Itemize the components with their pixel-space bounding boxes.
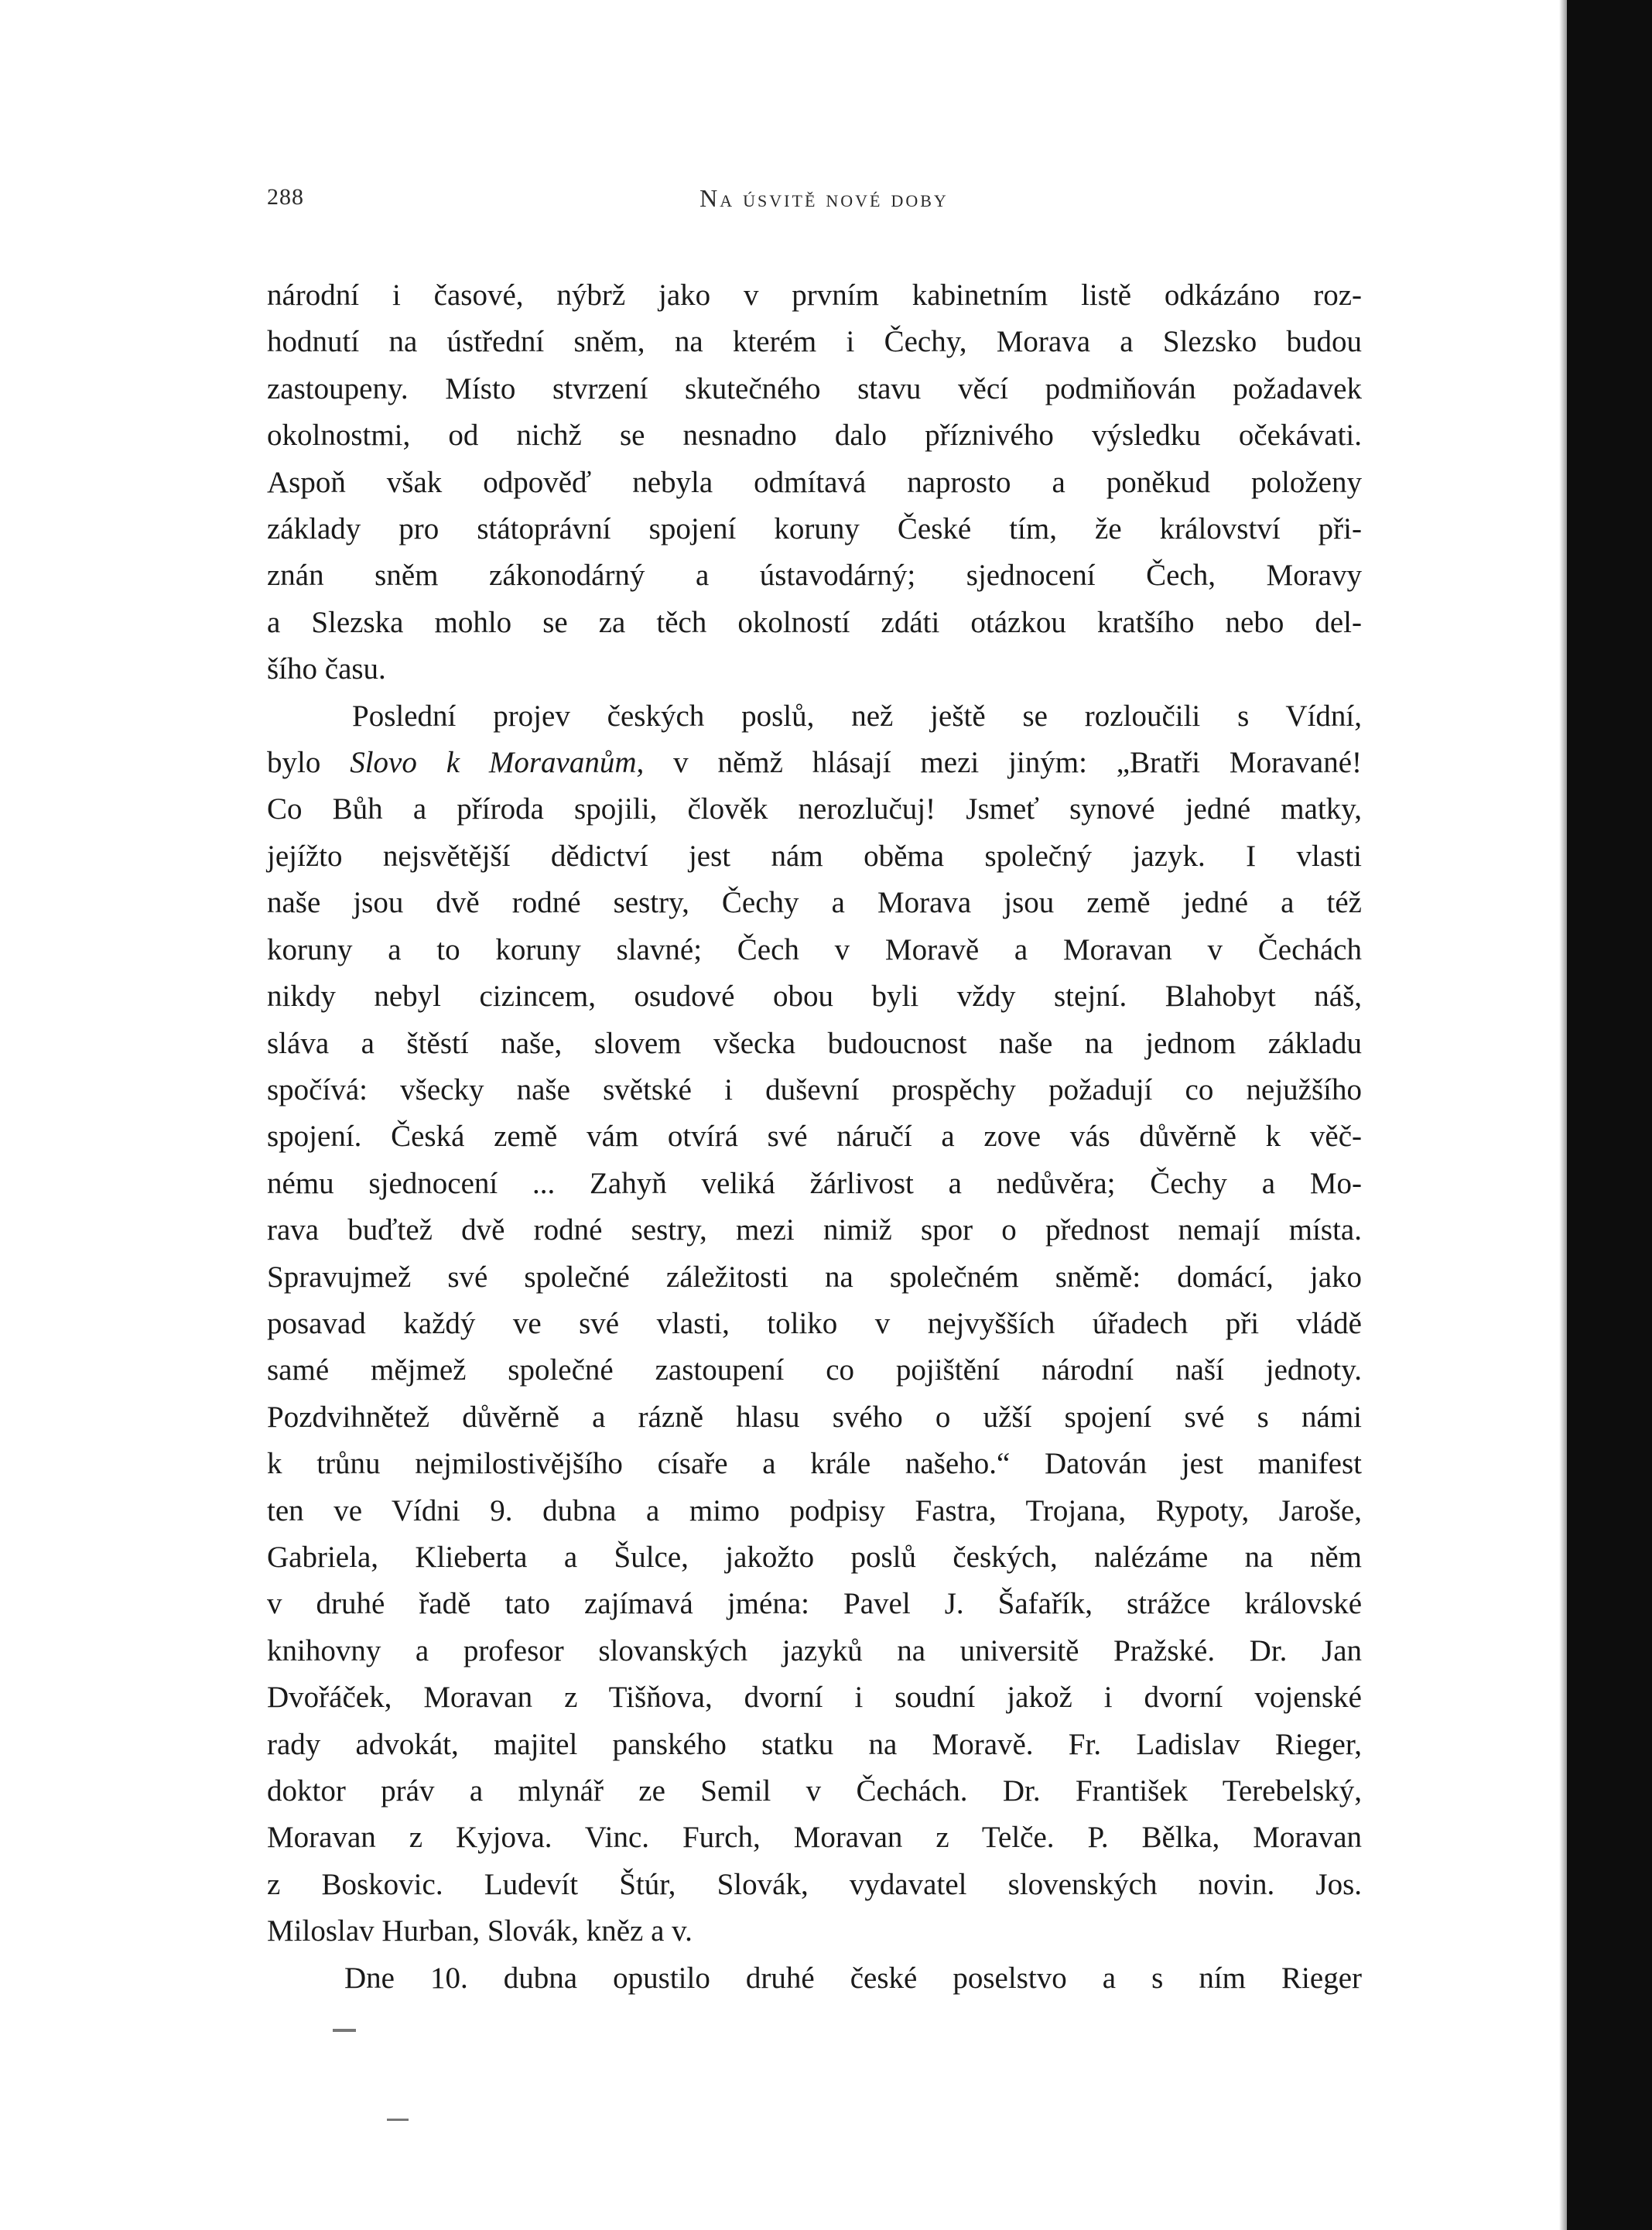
text-line: základy pro státoprávní spojení koruny České tím, že království při- bbox=[267, 512, 1362, 546]
text-line: ten ve Vídni 9. dubna a mimo podpisy Fastra, Trojana, Rypoty, Jaroše, bbox=[267, 1493, 1362, 1527]
text-line: z Boskovic. Ludevít Štúr, Slovák, vydavatel slovenských novin. Jos. bbox=[267, 1867, 1362, 1901]
text-line: v druhé řadě tato zajímavá jména: Pavel J. Šafařík, strážce královské bbox=[267, 1587, 1362, 1621]
text-line: Pozdvihnětež důvěrně a rázně hlasu svého o užší spojení své s námi bbox=[267, 1400, 1362, 1434]
text-line: Gabriela, Klieberta a Šulce, jakožto poslů českých, nalézáme na něm bbox=[267, 1540, 1362, 1574]
text-line: národní i časové, nýbrž jako v prvním kabinetním listě odkázáno roz- bbox=[267, 279, 1362, 312]
text-line: Moravan z Kyjova. Vinc. Furch, Moravan z Telče. P. Bělka, Moravan bbox=[267, 1821, 1362, 1855]
text-line: Co Bůh a příroda spojili, člověk nerozlučuj! Jsmeť synové jedné matky, bbox=[267, 792, 1362, 826]
text-line: Spravujmež své společné záležitosti na společném sněmě: domácí, jako bbox=[267, 1260, 1362, 1294]
text-line: šího času. bbox=[267, 652, 386, 686]
text-line: naše jsou dvě rodné sestry, Čechy a Morava jsou země jedné a též bbox=[267, 886, 1362, 920]
text-line-with-title bbox=[267, 740, 1362, 786]
paragraph-1 bbox=[267, 272, 1362, 693]
text-segment: v němž hlásají mezi jiným: „Bratři Moravané! bbox=[644, 746, 1362, 780]
paragraph-3 bbox=[267, 1955, 1362, 2002]
scan-speck bbox=[387, 2119, 409, 2121]
text-line: k trůnu nejmilostivějšího císaře a krále našeho.“ Datován jest manifest bbox=[267, 1447, 1362, 1481]
text-line: zastoupeny. Místo stvrzení skutečného stavu věcí podmiňován požadavek bbox=[267, 371, 1362, 405]
text-line: sláva a štěstí naše, slovem všecka budoucnost naše na jednom základu bbox=[267, 1026, 1362, 1060]
page-number: 288 bbox=[267, 184, 304, 210]
text-line: Dvořáček, Moravan z Tišňova, dvorní i soudní jakož i dvorní vojenské bbox=[267, 1681, 1362, 1715]
text-line: spočívá: všecky naše světské i duševní prospěchy požadují co nejužšího bbox=[267, 1072, 1362, 1106]
text-line: rava buďtež dvě rodné sestry, mezi nimiž spor o přednost nemají místa. bbox=[267, 1213, 1362, 1247]
running-title: Na úsvitě nové doby bbox=[699, 184, 949, 212]
paragraph-2 bbox=[267, 693, 1362, 1955]
text-line: doktor práv a mlynář ze Semil v Čechách. Dr. František Terebelský, bbox=[267, 1774, 1362, 1808]
text-line: samé mějmež společné zastoupení co pojištění národní naší jednoty. bbox=[267, 1353, 1362, 1387]
text-line: nému sjednocení ... Zahyň veliká žárlivost a nedůvěra; Čechy a Mo- bbox=[267, 1166, 1362, 1200]
text-line: posavad každý ve své vlasti, toliko v nejvyšších úřadech při vládě bbox=[267, 1306, 1362, 1340]
text-line: Miloslav Hurban, Slovák, kněz a v. bbox=[267, 1914, 693, 1948]
text-segment: bylo bbox=[267, 746, 351, 780]
text-line: knihovny a profesor slovanských jazyků na universitě Pražské. Dr. Jan bbox=[267, 1633, 1362, 1667]
scan-speck bbox=[333, 2029, 356, 2032]
text-line: znán sněm zákonodárný a ústavodárný; sjednocení Čech, Moravy bbox=[267, 559, 1362, 593]
text-line: okolnostmi, od nichž se nesnadno dalo příznivého výsledku očekávati. bbox=[267, 419, 1362, 453]
text-line: a Slezska mohlo se za těch okolností zdáti otázkou kratšího nebo del- bbox=[267, 605, 1362, 639]
text-line: rady advokát, majitel panského statku na Moravě. Fr. Ladislav Rieger, bbox=[267, 1727, 1362, 1761]
text-line: jejížto nejsvětější dědictví jest nám oběma společný jazyk. I vlasti bbox=[267, 839, 1362, 873]
scan-edge-shadow bbox=[1559, 0, 1567, 2230]
text-line: spojení. Česká země vám otvírá své náručí a zove vás důvěrně k věč- bbox=[267, 1120, 1362, 1154]
text-line: nikdy nebyl cizincem, osudové obou byli vždy stejní. Blahobyt náš, bbox=[267, 980, 1362, 1014]
text-line: koruny a to koruny slavné; Čech v Moravě a Moravan v Čechách bbox=[267, 932, 1362, 966]
text-line: hodnutí na ústřední sněm, na kterém i Čechy, Morava a Slezsko budou bbox=[267, 325, 1362, 359]
page-header bbox=[267, 184, 1381, 223]
text-line: Poslední projev českých poslů, než ještě se rozloučili s Vídní, bbox=[352, 699, 1362, 733]
text-line: Dne 10. dubna opustilo druhé české poselstvo a s ním Rieger bbox=[344, 1961, 1362, 1995]
body-text bbox=[267, 272, 1362, 2002]
scan-edge bbox=[1567, 0, 1652, 2230]
text-line: Aspoň však odpověď nebyla odmítavá naprosto a poněkud položeny bbox=[267, 465, 1362, 499]
pamphlet-title: Slovo k Moravanům, bbox=[350, 746, 645, 780]
